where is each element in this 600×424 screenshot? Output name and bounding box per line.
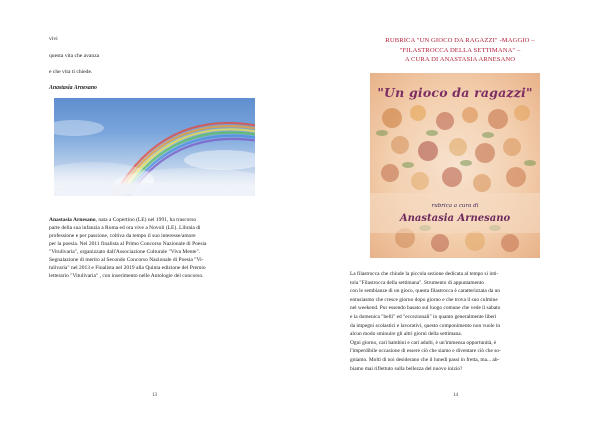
body-line: Ogni giorno, cari bambini e cari adulti, è un'immensa opportunità, è: [350, 339, 497, 346]
poem-line: e che vita ti chiede.: [49, 69, 93, 75]
page-number: 14: [453, 393, 458, 398]
body-line: La filastrocca che chiude la piccola sezione dedicata al tempo si inti-: [350, 271, 499, 277]
body-line: e la domenica "belli" ed "eccezionali" in quanto generalmente liberi: [350, 313, 497, 320]
body-line: entusiasmo che cresce giorno dopo giorno e che trova il suo culmine: [350, 296, 498, 303]
poem-line: questa vita che avanza: [49, 53, 100, 59]
author-bio: [49, 216, 262, 280]
body-line: da impegni scolastici e lavorativi, questo componimento non vuole in: [350, 322, 501, 329]
title-line: RUBRICA "UN GIOCO DA RAGAZZI" -MAGGIO –: [385, 37, 535, 44]
poem-signature: Anastasia Arnesano: [49, 85, 97, 91]
bio-line: , nata a Copertino (LE) nel 1991, ha trascorso: [95, 217, 197, 223]
bio-line: "Vitulivaria", organizzato dall'Associazione Culturale "Viva Mente".: [49, 249, 201, 255]
bio-line: parte della sua infanzia a Roma ed ora vive a Novoli (LE). Libraia di: [49, 225, 201, 231]
bio-line: letterario "Vitulivaria" , con inserimento nelle Antologie del concorso.: [49, 273, 204, 279]
body-line: biamo mai riflettuto sulla bellezza del nuovo inizio?: [350, 365, 463, 372]
body-line: l'imperdibile occasione di essere ciò che siamo e diventare ciò che so-: [350, 348, 501, 355]
rubric-body-text: [350, 270, 566, 373]
body-line: nel weekend. Pur essendo basato sul luogo comune che vede il sabato: [350, 305, 501, 312]
rubric-title: [352, 36, 568, 65]
body-line: tola "Filastrocca della settimana". Strumento di appuntamento: [350, 279, 484, 286]
page-number: 13: [152, 393, 157, 398]
bio-line: per la poesia. Nel 2011 finalista al Primo Concorso Nazionale di Poesia: [49, 241, 207, 247]
cover-subtitle: rubrica a cura di: [431, 203, 479, 209]
bio-name: Anastasia Arnesano: [49, 217, 96, 223]
bio-line: Segnalazione di merito al Secondo Concorso Nazionale di Poesia "Vi-: [49, 257, 204, 263]
bio-line: tulivaria" nel 2013 e Finalista nel 2019 alla Quinta edizione del Premio: [49, 265, 206, 271]
title-line: A CURA DI ANASTASIA ARNESANO: [404, 56, 516, 63]
body-line: con le sembianze di un gioco, questa filastrocca è caratterizzata da un: [350, 288, 500, 295]
rubric-cover-image: [370, 73, 540, 258]
body-line: gniamo. Molti di noi desiderano che il lunedì passi in fretta, ma... ab-: [350, 356, 500, 363]
rainbow-photo: [54, 98, 255, 196]
cover-author: Anastasia Arnesano: [399, 213, 511, 224]
cover-title: "Un gioco da ragazzi": [377, 85, 533, 100]
title-line: "FILASTROCCA DELLA SETTIMANA" –: [399, 46, 521, 54]
body-line: alcun modo sminuire gli altri giorni della settimana.: [350, 331, 462, 338]
bio-line: professione e per passione, coltiva da tempo il suo interesse/amore: [49, 233, 196, 239]
poem-line: vivi: [49, 36, 58, 42]
